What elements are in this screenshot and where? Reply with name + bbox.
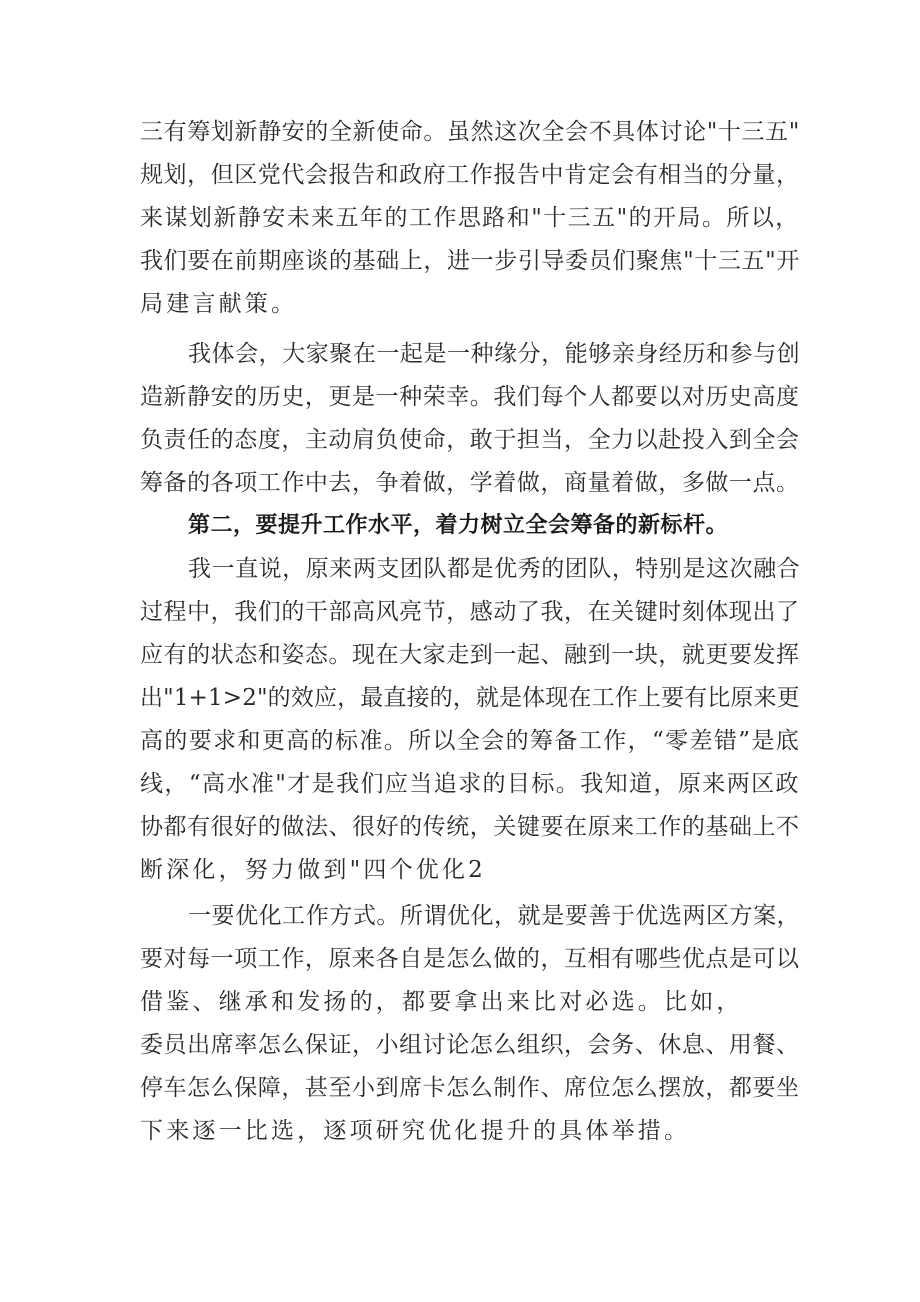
paragraph-line: 我体会，大家聚在一起是一种缘分，能够亲身经历和参与创 — [188, 341, 801, 367]
paragraph-line: 委员出席率怎么保证，小组讨论怎么组织，会务、休息、用餐、 — [140, 1032, 800, 1058]
paragraph-line: 高的要求和更高的标准。所以全会的筹备工作，“零差错”是底 — [140, 728, 801, 754]
paragraph-line: 我们要在前期座谈的基础上，进一步引导委员们聚焦"十三五"开 — [140, 248, 800, 274]
paragraph-line: 出"1+1>2"的效应，最直接的，就是体现在工作上要有比原来更 — [140, 685, 800, 711]
paragraph-line: 三有筹划新静安的全新使命。虽然这次全会不具体讨论"十三五" — [140, 119, 800, 145]
paragraph-line: 我一直说，原来两支团队都是优秀的团队，特别是这次融合 — [188, 556, 801, 582]
paragraph-line: 线，“高水准"才是我们应当追求的目标。我知道，原来两区政 — [140, 771, 800, 797]
paragraph-line: 局建言献策。 — [140, 291, 298, 317]
paragraph-line: 规划，但区党代会报告和政府工作报告中肯定会有相当的分量， — [140, 162, 800, 188]
paragraph-line: 来谋划新静安未来五年的工作思路和"十三五"的开局。所以， — [140, 205, 800, 231]
paragraph-line: 造新静安的历史，更是一种荣幸。我们每个人都要以对历史高度 — [140, 384, 800, 410]
paragraph-line: 协都有很好的做法、很好的传统，关键要在原来工作的基础上不 — [140, 814, 800, 840]
paragraph-line: 一要优化工作方式。所谓优化，就是要善于优选两区方案， — [188, 903, 801, 929]
paragraph-line: 负责任的态度，主动肩负使命，敢于担当，全力以赴投入到全会 — [140, 427, 800, 453]
paragraph-line: 下来逐一比选，逐项研究优化提升的具体举措。 — [140, 1118, 691, 1144]
paragraph-line: 停车怎么保障，甚至小到席卡怎么制作、席位怎么摆放，都要坐 — [140, 1075, 800, 1101]
section-heading: 第二，要提升工作水平，着力树立全会筹备的新标杆。 — [188, 513, 729, 538]
paragraph-line: 要对每一项工作，原来各自是怎么做的，互相有哪些优点是可以 — [140, 946, 800, 972]
paragraph-line: 筹备的各项工作中去，争着做，学着做，商量着做，多做一点。 — [140, 470, 800, 496]
paragraph-line: 借鉴、继承和发扬的，都要拿出来比对必选。比如， — [140, 989, 743, 1015]
paragraph-line: 应有的状态和姿态。现在大家走到一起、融到一块，就更要发挥 — [140, 642, 800, 668]
paragraph-line: 断深化，努力做到"四个优化2 — [140, 857, 487, 883]
paragraph-line: 过程中，我们的干部高风亮节，感动了我，在关键时刻体现出了 — [140, 599, 800, 625]
